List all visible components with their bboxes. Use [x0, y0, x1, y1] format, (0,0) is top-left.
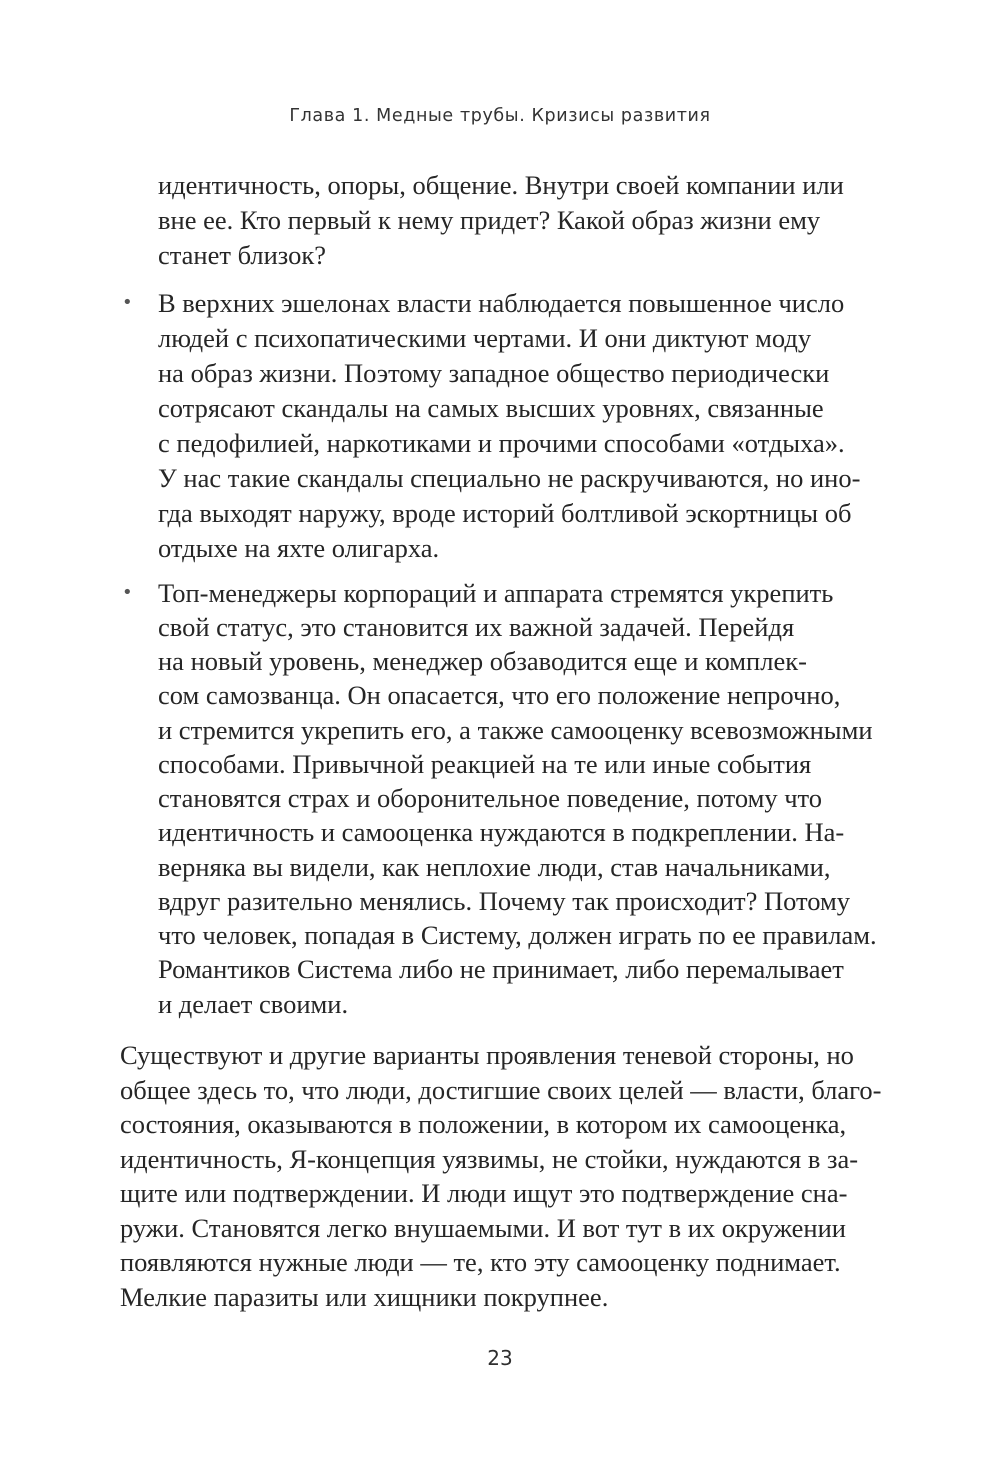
- text-line: состояния, оказываются в положении, в котором их самооценка,: [120, 1109, 847, 1139]
- text-line: идентичность, Я-концепция уязвимы, не стойки, нуждаются в за-: [120, 1144, 859, 1174]
- bullet-marker: •: [122, 292, 133, 313]
- text-line: способами. Привычной реакцией на те или иные события: [158, 749, 812, 779]
- text-line: общее здесь то, что люди, достигшие своих целей — власти, благо-: [120, 1075, 882, 1105]
- text-line: что человек, попадая в Систему, должен играть по ее правилам.: [158, 920, 877, 950]
- text-line: с педофилией, наркотиками и прочими способами «отдыха».: [158, 428, 845, 458]
- text-line: станет близок?: [158, 240, 327, 270]
- text-line: свой статус, это становится их важной задачей. Перейдя: [158, 612, 795, 642]
- text-line: Существуют и другие варианты проявления теневой стороны, но: [120, 1040, 854, 1070]
- text-line: гда выходят наружу, вроде историй болтливой эскортницы об: [158, 498, 852, 528]
- text-line: сом самозванца. Он опасается, что его положение непрочно,: [158, 680, 841, 710]
- text-line: отдыхе на яхте олигарха.: [158, 533, 440, 563]
- text-line: В верхних эшелонах власти наблюдается повышенное число: [158, 288, 845, 318]
- text-line: вдруг разительно менялись. Почему так происходит? Потому: [158, 886, 851, 916]
- bullet-marker: •: [122, 582, 133, 603]
- text-line: на образ жизни. Поэтому западное общество периодически: [158, 358, 830, 388]
- text-line: идентичность, опоры, общение. Внутри своей компании или: [158, 170, 844, 200]
- running-head: Глава 1. Медные трубы. Кризисы развития: [289, 106, 711, 126]
- text-line: и делает своими.: [158, 989, 349, 1019]
- text-line: становятся страх и оборонительное поведение, потому что: [158, 783, 823, 813]
- text-line: идентичность и самооценка нуждаются в подкреплении. На-: [158, 817, 845, 847]
- text-line: на новый уровень, менеджер обзаводится еще и комплек-: [158, 646, 807, 676]
- text-line: щите или подтверждении. И люди ищут это подтверждение сна-: [120, 1178, 848, 1208]
- page-number: 23: [487, 1346, 513, 1370]
- text-line: ружи. Становятся легко внушаемыми. И вот тут в их окружении: [120, 1213, 846, 1243]
- text-line: Мелкие паразиты или хищники покрупнее.: [120, 1282, 609, 1312]
- text-line: Романтиков Система либо не принимает, либо перемалывает: [158, 954, 844, 984]
- text-line: сотрясают скандалы на самых высших уровнях, связанные: [158, 393, 824, 423]
- text-line: У нас такие скандалы специально не раскручиваются, но ино-: [158, 463, 861, 493]
- text-line: верняка вы видели, как неплохие люди, став начальниками,: [158, 852, 831, 882]
- text-line: появляются нужные люди — те, кто эту самооценку поднимает.: [120, 1247, 841, 1277]
- text-line: людей с психопатическими чертами. И они диктуют моду: [158, 323, 812, 353]
- text-line: вне ее. Кто первый к нему придет? Какой образ жизни ему: [158, 205, 821, 235]
- text-line: и стремится укрепить его, а также самооценку всевозможными: [158, 715, 873, 745]
- text-line: Топ-менеджеры корпораций и аппарата стремятся укрепить: [158, 578, 834, 608]
